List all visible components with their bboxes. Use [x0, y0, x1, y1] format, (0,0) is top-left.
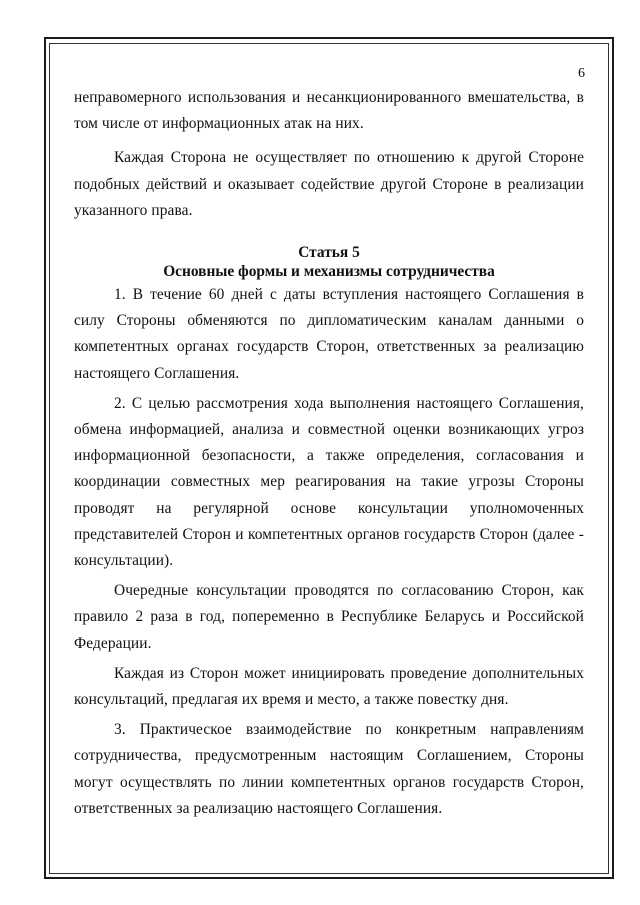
article-body	[74, 282, 584, 822]
paragraph-clause-1: 1. В течение 60 дней с даты вступления настоящего Соглашения в силу Стороны обменяются по дипломатическим каналам данными о компетентных органах государств Сторон, ответственных за реализацию настоящего Соглашения.	[74, 286, 584, 382]
paragraph-additional-consultations: Каждая из Сторон может инициировать проведение дополнительных консультаций, предлагая их время и место, а также повестку дня.	[74, 664, 584, 709]
paragraph-continuation: неправомерного использования и несанкционированного вмешательства, в том числе от информационных атак на них.	[74, 89, 584, 133]
paragraph-regular-consultations: Очередные консультации проводятся по согласованию Сторон, как правило 2 раза в год, попеременно в Республике Беларусь и Российской Федерации.	[74, 582, 584, 652]
page-number: 6	[578, 66, 585, 81]
article-heading	[74, 243, 584, 281]
paragraph-clause-3: 3. Практическое взаимодействие по конкретным направлениям сотрудничества, предусмотренным настоящим Соглашением, Стороны могут осуществлять по линии компетентных органов государств Сторон, ответственных за реализацию настоящего Соглашения.	[74, 721, 584, 817]
top-text-block	[74, 85, 584, 224]
paragraph-mutual-obligation: Каждая Сторона не осуществляет по отношению к другой Стороне подобных действий и оказывает содействие другой Стороне в реализации указанного права.	[74, 149, 584, 219]
article-title: Основные формы и механизмы сотрудничества	[163, 263, 495, 280]
article-number: Статья 5	[298, 244, 360, 261]
paragraph-clause-2: 2. С целью рассмотрения хода выполнения настоящего Соглашения, обмена информацией, анализа и совместной оценки возникающих угроз информационной безопасности, а также определения, согласования и координации совместных мер реагирования на такие угрозы Стороны проводят на регулярной основе консультации уполномоченных представителей Сторон и компетентных органов государств Сторон (далее - консультации).	[74, 394, 584, 570]
